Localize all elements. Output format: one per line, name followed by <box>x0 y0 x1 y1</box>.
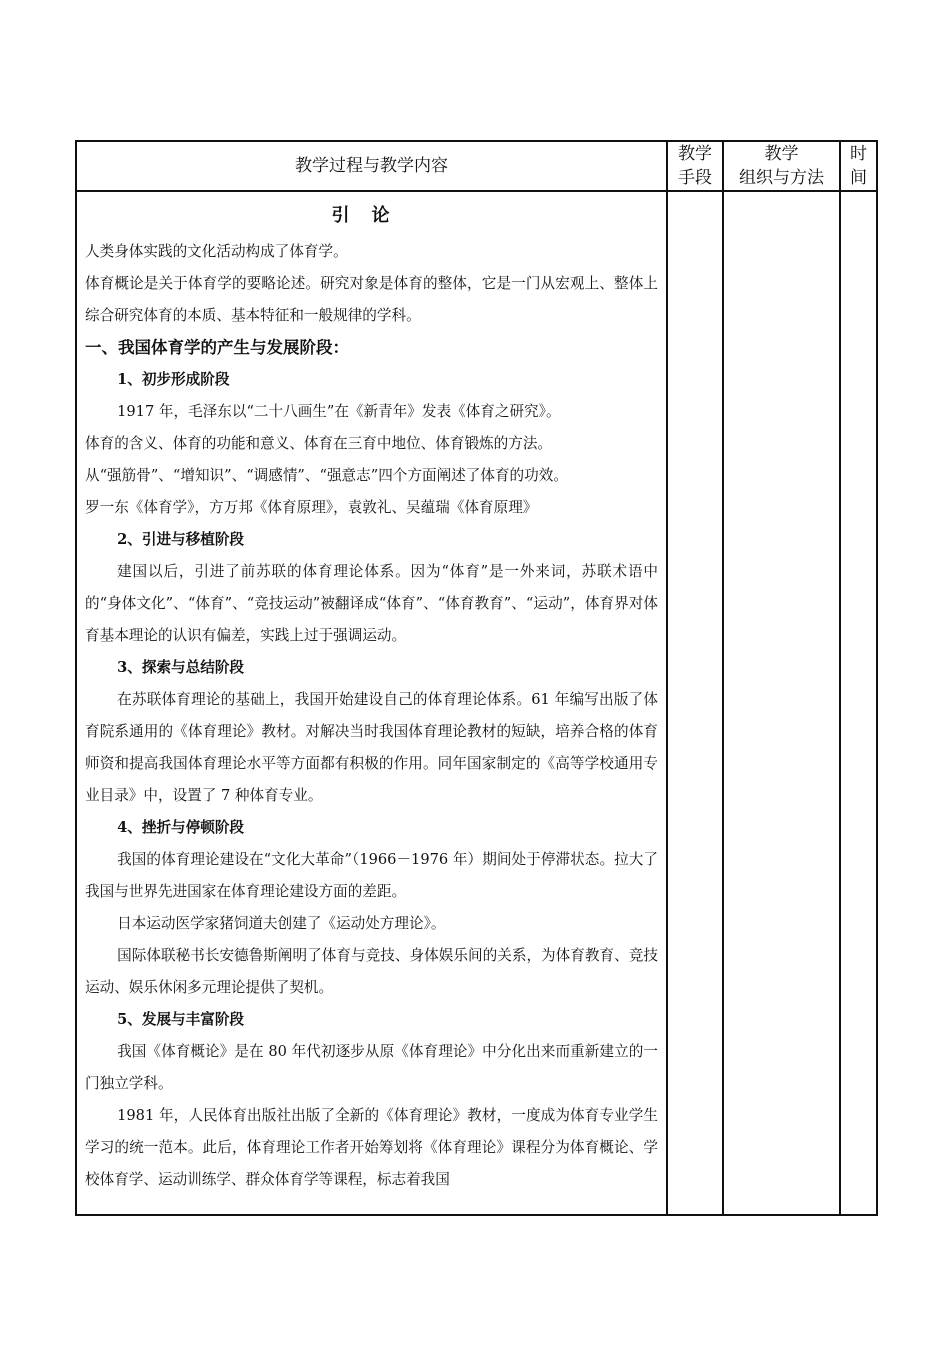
header-method: 教学 组织与方法 <box>723 141 840 191</box>
stages-list <box>85 364 658 1196</box>
stage-paragraph: 在苏联体育理论的基础上，我国开始建设自己的体育理论体系。61 年编写出版了体育院系通用的《体育理论》教材。对解决当时我国体育理论教材的短缺，培养合格的体育师资和提高我国体育理论水平等方面都有积极的作用。同年国家制定的《高等学校通用专业目录》中，设置了 7 种体育专业。 <box>85 691 658 804</box>
page-title: 引论 <box>331 205 412 226</box>
stage-paragraph: 1981 年，人民体育出版社出版了全新的《体育理论》教材，一度成为体育专业学生学习的统一范本。此后，体育理论工作者开始筹划将《体育理论》课程分为体育概论、学校体育学、运动训练学、群众体育学等课程，标志着我国 <box>85 1107 658 1188</box>
stage-heading: 4、挫折与停顿阶段 <box>117 819 245 836</box>
stage-paragraph: 日本运动医学家猪饲道夫创建了《运动处方理论》。 <box>117 915 446 932</box>
stage-heading: 1、初步形成阶段 <box>117 371 230 388</box>
stage-paragraph: 1917 年，毛泽东以“二十八画生”在《新青年》发表《体育之研究》。 <box>117 403 561 420</box>
method-cell <box>723 191 840 1215</box>
section-heading: 一、我国体育学的产生与发展阶段： <box>85 338 349 357</box>
header-time: 时 间 <box>840 141 877 191</box>
header-content: 教学过程与教学内容 <box>76 141 667 191</box>
content-cell <box>76 191 667 1215</box>
body-row <box>76 191 877 1215</box>
stage-paragraph: 建国以后，引进了前苏联的体育理论体系。因为“体育”是一外来词，苏联术语中的“身体文化”、“体育”、“竞技运动”被翻译成“体育”、“体育教育”、“运动”，体育界对体育基本理论的认识有偏差，实践上过于强调运动。 <box>85 563 658 644</box>
intro-paragraph-1: 人类身体实践的文化活动构成了体育学。 <box>85 243 348 260</box>
stage-heading: 2、引进与移植阶段 <box>117 531 245 548</box>
stage-paragraph: 国际体联秘书长安德鲁斯阐明了体育与竞技、身体娱乐间的关系，为体育教育、竞技运动、娱乐休闲多元理论提供了契机。 <box>85 947 658 996</box>
header-row <box>76 141 877 191</box>
header-means: 教学 手段 <box>667 141 723 191</box>
lesson-content <box>77 192 666 1200</box>
stage-heading: 3、探索与总结阶段 <box>117 659 245 676</box>
intro-paragraph-2: 体育概论是关于体育学的要略论述。研究对象是体育的整体，它是一门从宏观上、整体上综合研究体育的本质、基本特征和一般规律的学科。 <box>85 275 658 324</box>
stage-paragraph: 体育的含义、体育的功能和意义、体育在三育中地位、体育锻炼的方法。 <box>85 435 553 452</box>
stage-paragraph: 从“强筋骨”、“增知识”、“调感情”、“强意志”四个方面阐述了体育的功效。 <box>85 467 568 484</box>
stage-paragraph: 我国的体育理论建设在“文化大革命”（1966－1976 年）期间处于停滞状态。拉大了我国与世界先进国家在体育理论建设方面的差距。 <box>85 851 658 900</box>
lesson-plan-table <box>75 140 878 1216</box>
stage-paragraph: 罗一东《体育学》，方万邦《体育原理》，袁敦礼、吴蕴瑞《体育原理》 <box>85 499 538 516</box>
time-cell <box>840 191 877 1215</box>
stage-heading: 5、发展与丰富阶段 <box>117 1011 245 1028</box>
stage-paragraph: 我国《体育概论》是在 80 年代初逐步从原《体育理论》中分化出来而重新建立的一门独立学科。 <box>85 1043 658 1092</box>
means-cell <box>667 191 723 1215</box>
